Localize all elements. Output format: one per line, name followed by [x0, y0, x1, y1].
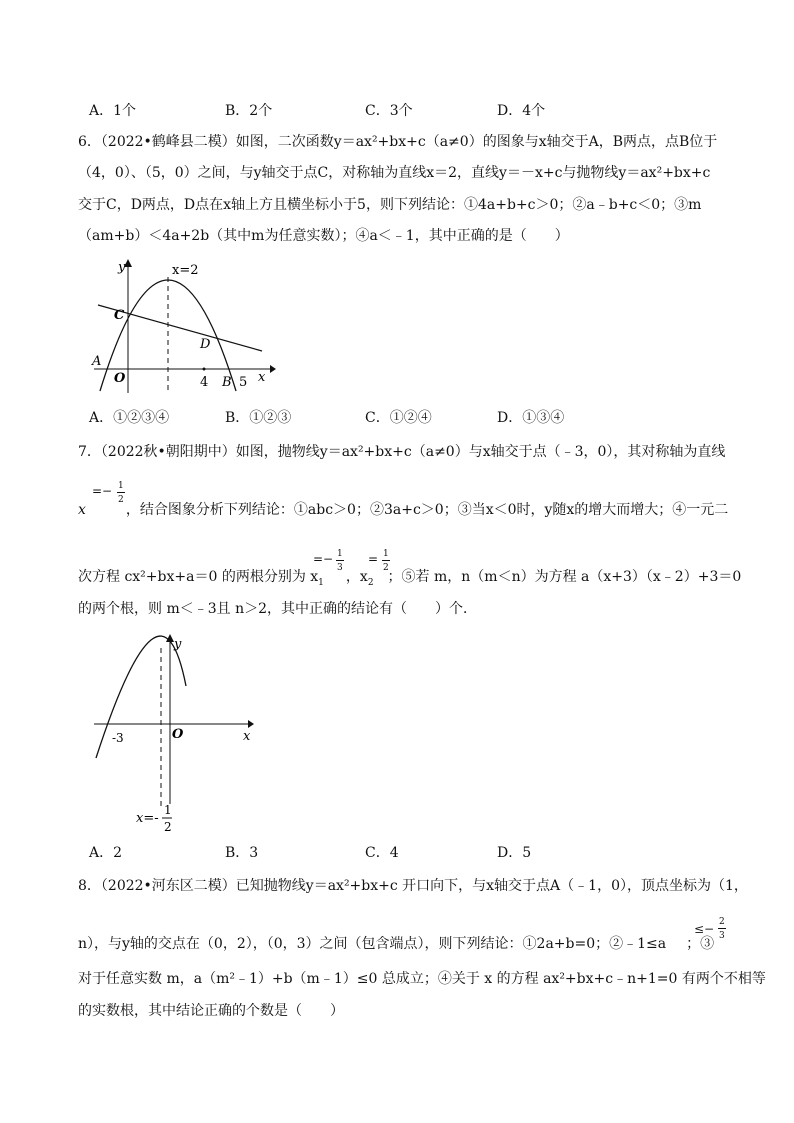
q6-label-5: 5	[239, 375, 248, 390]
q7-eq: =−	[92, 484, 113, 498]
q7-option-a: A．2	[89, 845, 123, 861]
q6-line-2: （4，0）、（5，0）之间，与y轴交于点C，对称轴为直线x＝2，直线y＝－x+c与抛物线y＝ax²+bx+c	[78, 165, 711, 181]
q7-f2-bar	[382, 560, 390, 561]
q6-tick-4	[203, 368, 206, 371]
q7-frac-num: 1	[118, 481, 124, 491]
q7-label-m3: -3	[112, 731, 124, 745]
q7-eq-1: =−	[313, 552, 334, 566]
q6-option-c: C．①②④	[365, 410, 432, 426]
q6-line-4: （am+b）＜4a+2b（其中m为任意实数）；④a＜﹣1，其中正确的是（ ）	[78, 228, 569, 244]
q8-line-2	[78, 934, 714, 954]
q7-option-d: D．5	[497, 845, 532, 861]
q8-line-2-b: ；③	[686, 936, 715, 952]
q7-line-2	[78, 500, 728, 520]
q7-sym-num: 1	[164, 803, 172, 817]
q7-f1-den: 3	[337, 563, 343, 573]
q6-y-label: y	[118, 260, 126, 275]
q5-option-b: B．2个	[225, 103, 273, 119]
q6-label-d: D	[200, 337, 211, 352]
q6-figure	[88, 255, 278, 395]
q6-x-label: x	[258, 370, 266, 385]
q7-sub-1: 1	[318, 577, 324, 588]
q5-option-a: A．1个	[89, 103, 137, 119]
q7-figure	[88, 628, 268, 836]
q7-f1-num: 1	[337, 549, 343, 559]
q7-x: x	[78, 502, 86, 518]
q7-option-b: B．3	[225, 845, 259, 861]
q7-f1-bar	[336, 560, 344, 561]
q6-label-o: O	[114, 371, 126, 386]
q7-line-1: 7．（2022秋•朝阳期中）如图，抛物线y＝ax²+bx+c（a≠0）与x轴交于点（﹣3，0），其对称轴为直线	[78, 444, 726, 460]
q5-option-d: D．4个	[497, 103, 546, 119]
q6-line-1: 6．（2022•鹤峰县二模）如图，二次函数y＝ax²+bx+c（a≠0）的图象与x轴交于A，B两点，点B位于	[78, 134, 718, 150]
q7-label-o: O	[172, 727, 184, 742]
q7-x-label: x	[243, 729, 251, 744]
q6-label-4: 4	[200, 375, 209, 390]
q7-line-4: 的两个根，则 m＜﹣3且 n＞2，其中正确的结论有（ ）个．	[78, 601, 478, 617]
q6-x-arrow	[270, 365, 276, 373]
q8-line-4: 的实数根，其中结论正确的个数是（ ）	[78, 1003, 344, 1019]
q8-line-1: 8．（2022•河东区二模）已知抛物线y＝ax²+bx+c 开口向下，与x轴交于点A（﹣1，0），顶点坐标为（1，	[78, 878, 748, 894]
q6-label-c: C	[114, 308, 125, 323]
q7-y-label: y	[174, 637, 182, 652]
q7-eq-2: =	[368, 552, 379, 566]
q6-sym-label: x=2	[172, 263, 199, 278]
q7-line-3-b: ，x	[345, 569, 368, 585]
q8-frac-bar	[718, 928, 726, 929]
q8-le: ≤−	[694, 922, 715, 936]
q6-option-b: B．①②③	[225, 410, 292, 426]
q7-sub-2: 2	[367, 577, 374, 588]
q6-label-b: B	[222, 375, 232, 390]
q6-line-3: 交于C，D两点，D点在x轴上方且横坐标小于5，则下列结论：①4a+b+c＞0；②a﹣b+c＜0；③m	[78, 197, 702, 213]
q7-option-c: C．4	[365, 845, 399, 861]
q7-frac-den: 2	[118, 495, 124, 505]
q6-option-a: A．①②③④	[89, 410, 170, 426]
q5-option-c: C．3个	[365, 103, 413, 119]
q7-frac-bar	[117, 492, 125, 493]
q8-frac-num: 2	[719, 917, 725, 927]
q7-line-3-a: 次方程 cx²+bx+a＝0 的两根分别为 x	[78, 569, 319, 585]
q7-f2-den: 2	[383, 563, 389, 573]
q7-line-2-rest: ，结合图象分析下列结论：①abc＞0；②3a+c＞0；③当x＜0时，y随x的增大而增大；④一元二	[125, 502, 729, 518]
q6-option-d: D．①③④	[497, 410, 565, 426]
q7-x-arrow	[248, 720, 254, 728]
q7-sym-label: x=-	[136, 811, 159, 826]
q7-f2-num: 1	[383, 549, 389, 559]
q7-line-3-c: ；⑤若 m，n（m＜n）为方程 a（x+3）（x﹣2）+3＝0	[387, 569, 742, 585]
q7-line-3	[78, 567, 741, 593]
q6-label-a: A	[92, 354, 102, 369]
q8-frac-den: 3	[719, 931, 725, 941]
q8-line-3: 对于任意实数 m，a（m²﹣1）+b（m﹣1）≤0 总成立；④关于 x 的方程 ax²+bx+c﹣n+1=0 有两个不相等	[78, 971, 766, 987]
q7-sym-den: 2	[164, 820, 172, 834]
q8-line-2-a: n），与y轴的交点在（0，2），（0，3）之间（包含端点），则下列结论：①2a+b=0；②﹣1≤a	[78, 936, 667, 952]
